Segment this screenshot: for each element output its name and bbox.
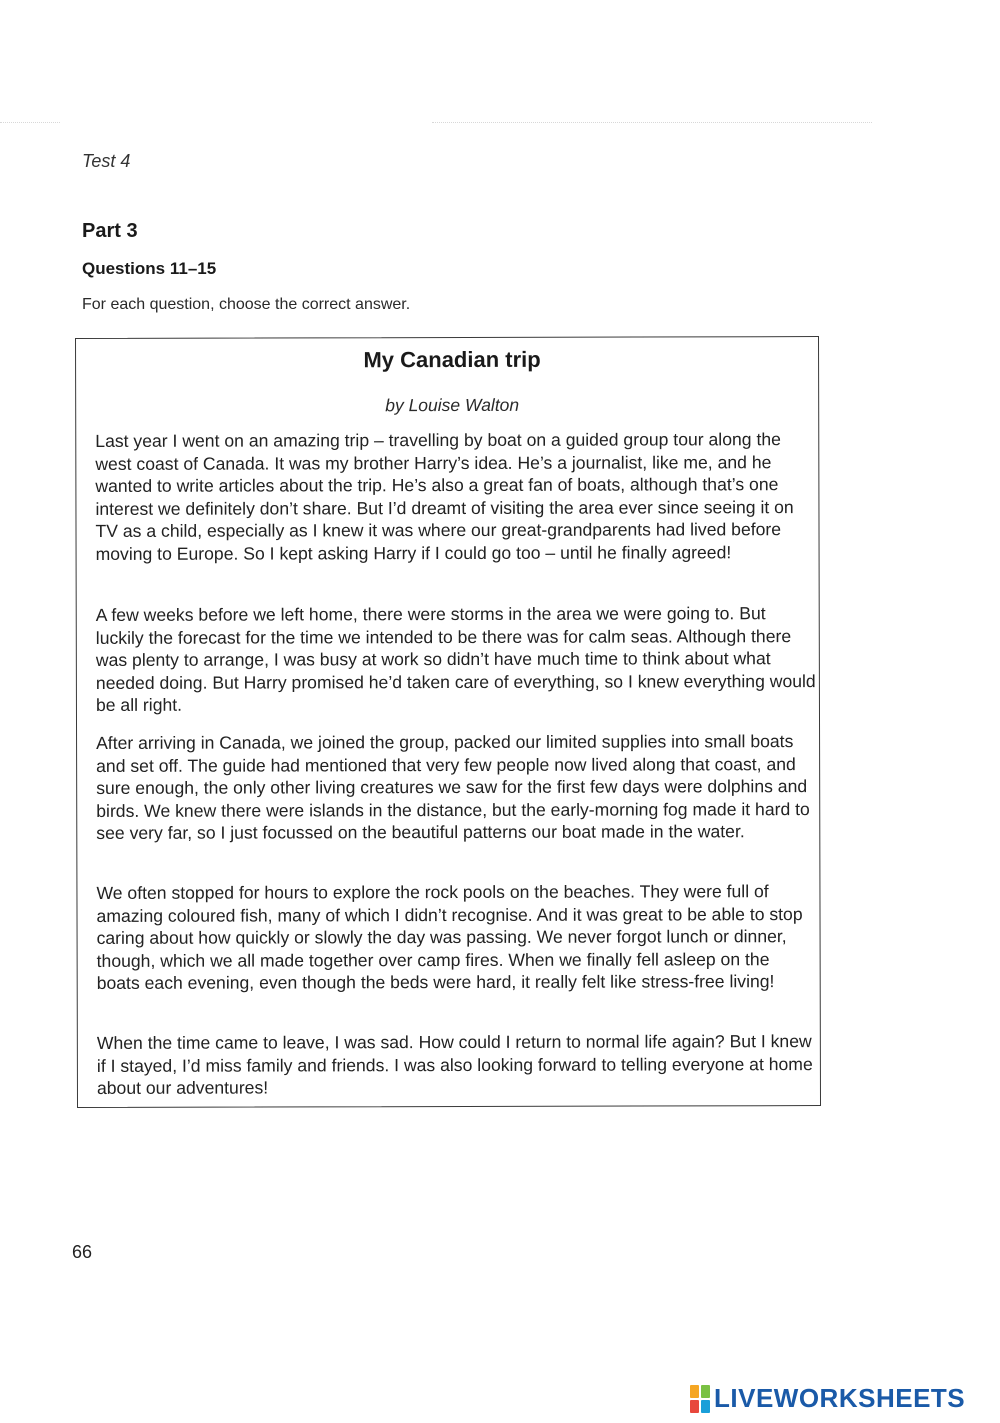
test-label: Test 4: [82, 151, 131, 171]
instructions: For each question, choose the correct answer.: [82, 296, 411, 313]
liveworksheets-logo[interactable]: [690, 1383, 965, 1414]
article-title: My Canadian trip: [363, 346, 541, 373]
logo-square-orange: [690, 1385, 699, 1398]
article-paragraph: When the time came to leave, I was sad. How could I return to normal life again? But I knew if I stayed, I’d miss family and friends. I was also looking forward to telling everyone at home about our adventures!: [96, 1031, 813, 1099]
logo-square-red: [690, 1400, 699, 1413]
article-paragraph: We often stopped for hours to explore the rock pools on the beaches. They were full of amazing coloured fish, many of which I didn’t recognise. And it was great to be able to stop caring about how quickly or slowly the day was passing. We never forgot lunch or dinner, though, which we all made together over camp fires. When we finally fell asleep on the boats each evening, even though the beds were hard, it really felt like stress-free living!: [96, 881, 803, 994]
page-number: 66: [72, 1242, 93, 1262]
scan-artifact-line-right: [432, 122, 872, 123]
scan-artifact-line-left: [0, 122, 60, 123]
liveworksheets-logo-text: LIVEWORKSHEETS: [714, 1383, 966, 1413]
article-paragraph: A few weeks before we left home, there were storms in the area we were going to. But luckily the forecast for the time we intended to be there was for calm seas. Although there was plenty to arrange, I was busy at work so didn’t have much time to think about what needed doing. But Harry promised he’d taken care of everything, so I knew everything would be all right.: [95, 603, 816, 716]
questions-title: Questions 11–15: [82, 259, 217, 278]
article-paragraph: After arriving in Canada, we joined the group, packed our limited supplies into small boats and set off. The guide had mentioned that very few people now lived along that coast, and sure enough, the only other living creatures we saw for the first few days were dolphins and birds. We knew there were islands in the distance, but the early-morning fog made it hard to see very far, so I just focussed on the beautiful patterns our boat made in the water.: [96, 731, 810, 844]
logo-square-green: [701, 1385, 710, 1398]
logo-square-blue: [701, 1400, 710, 1413]
reading-text-box: [75, 336, 821, 1108]
liveworksheets-logo-icon: [690, 1385, 710, 1413]
article-byline: by Louise Walton: [385, 394, 520, 416]
article-paragraph: Last year I went on an amazing trip – travelling by boat on a guided group tour along the west coast of Canada. It was my brother Harry’s idea. He’s a journalist, like me, and he wanted to write articles about the trip. He’s also a great fan of boats, although that’s one interest we definitely don’t share. But I’d dreamt of visiting the area ever since seeing it on TV as a child, especially as I knew it was where our great-grandparents had lived before moving to Europe. So I kept asking Harry if I could go too – until he finally agreed!: [95, 429, 794, 564]
part-title: Part 3: [82, 220, 138, 242]
